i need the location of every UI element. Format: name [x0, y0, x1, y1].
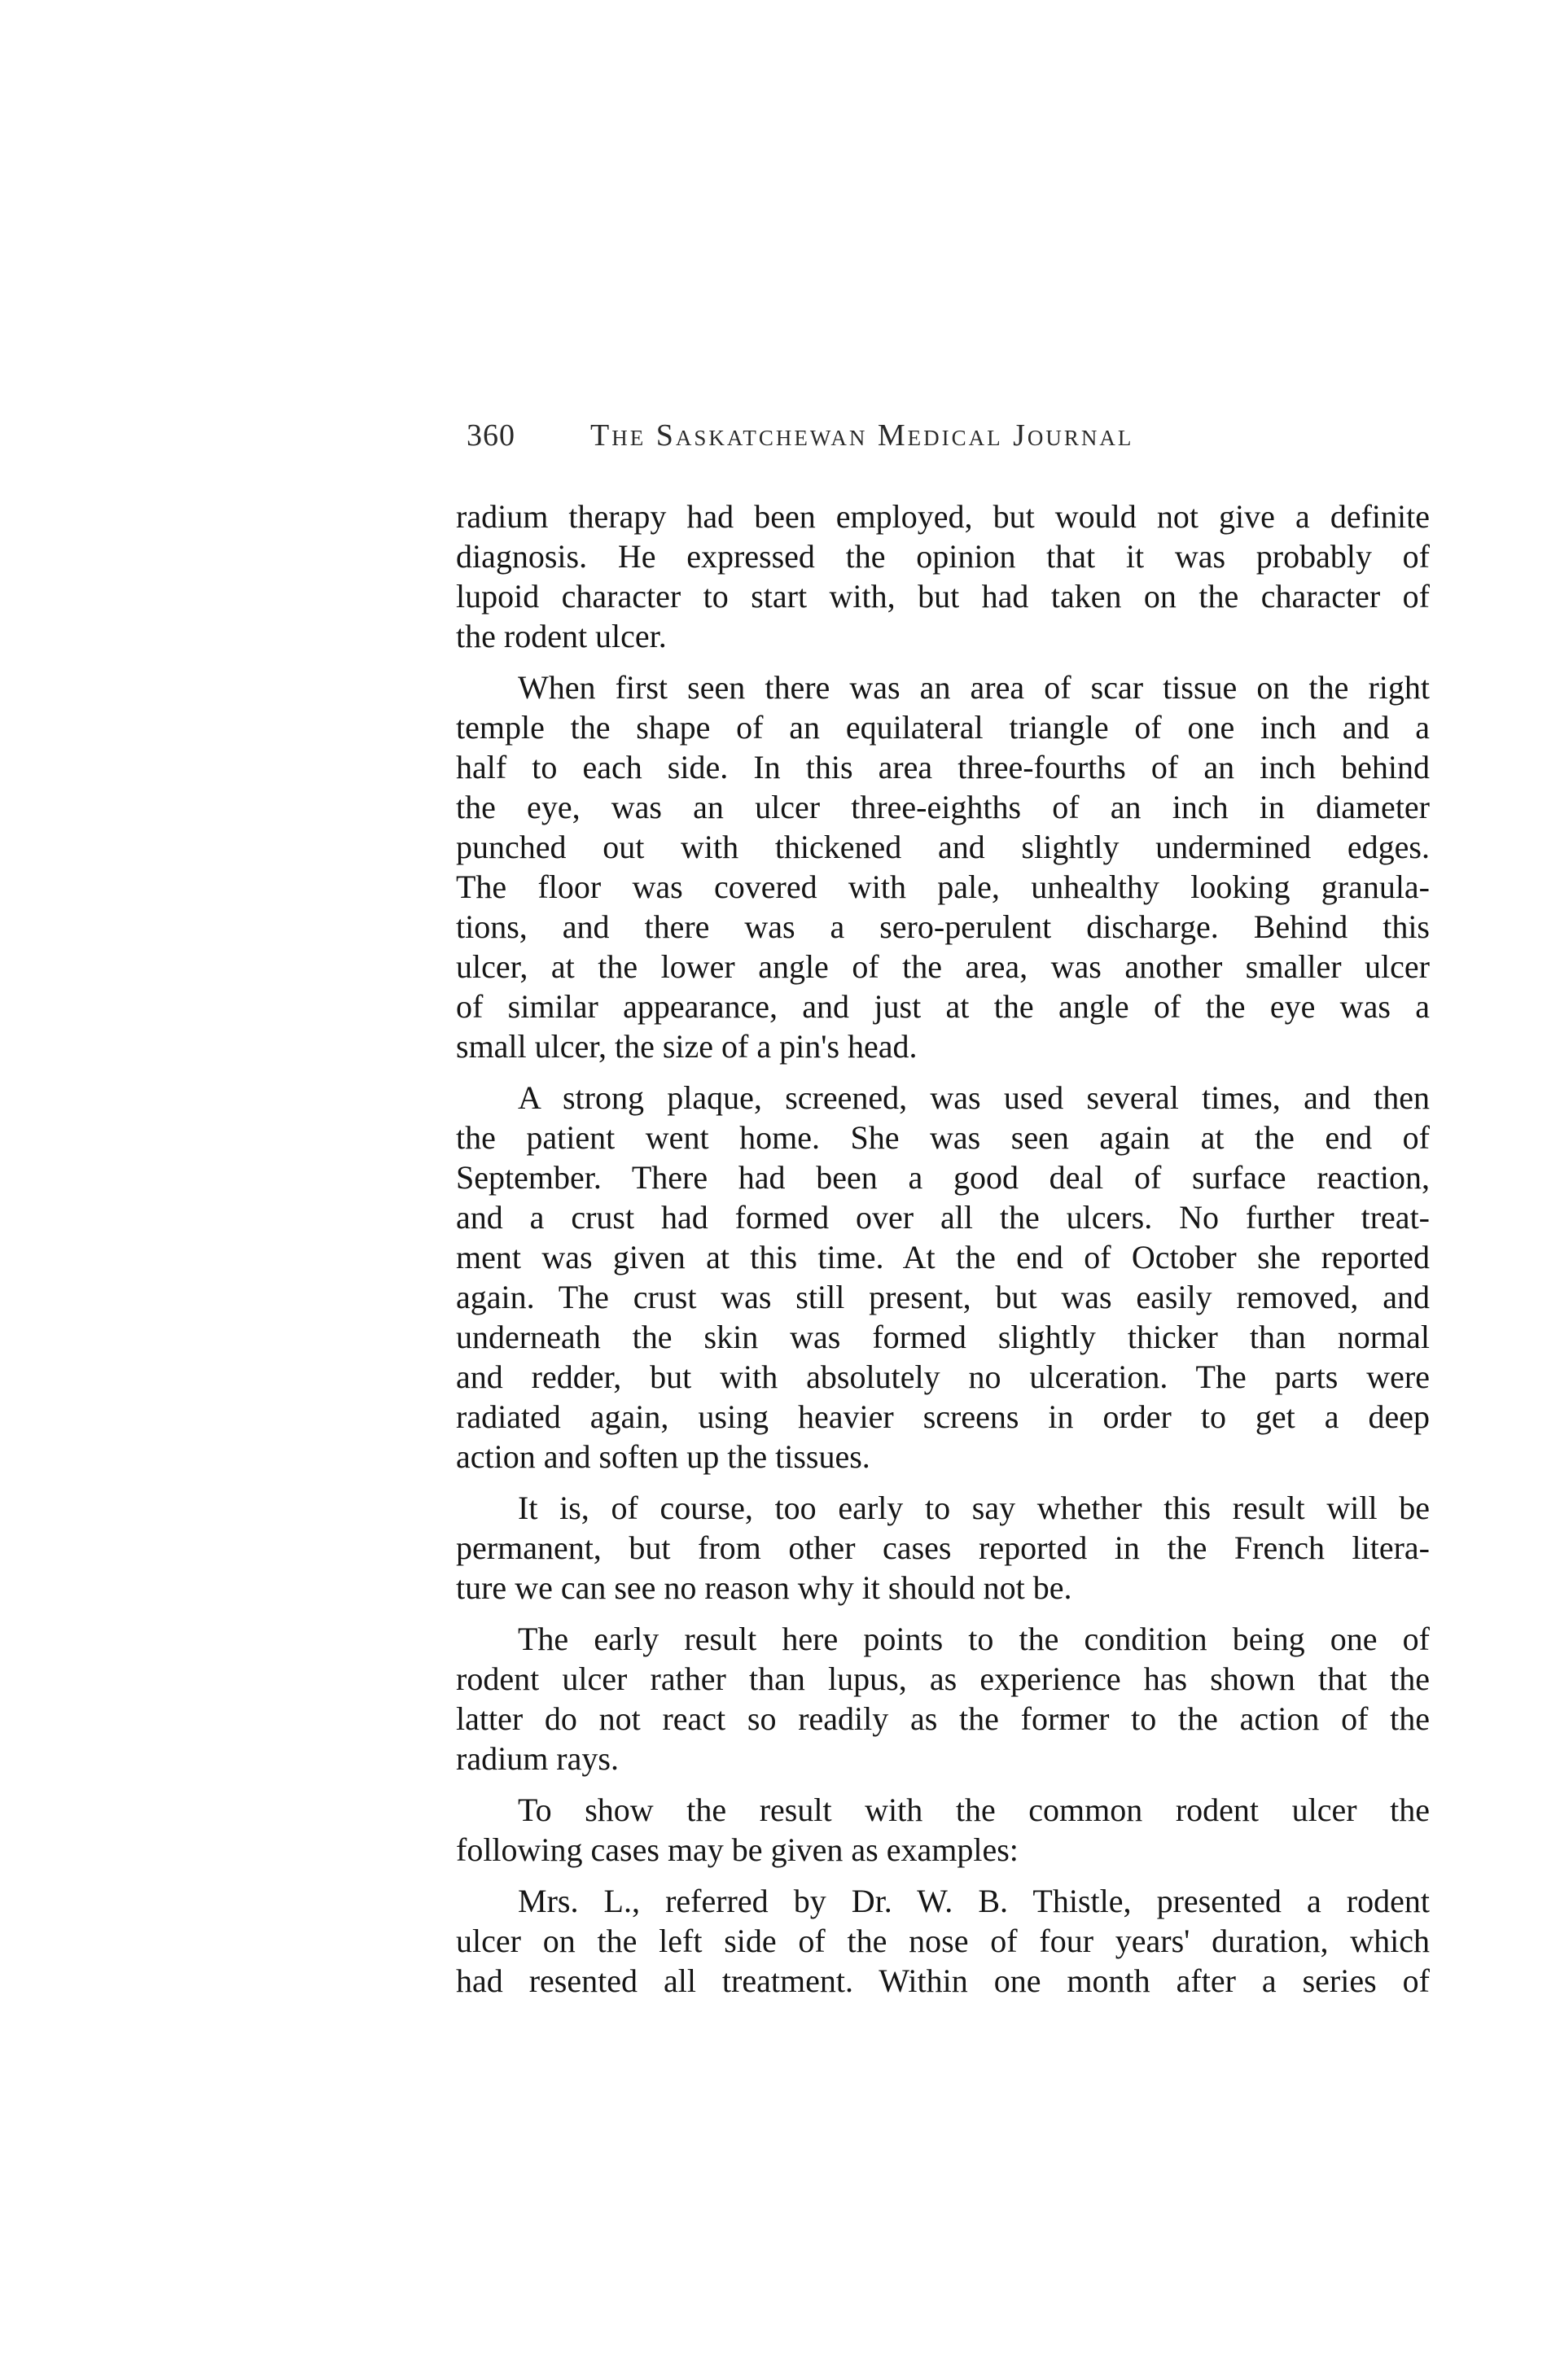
text-line: underneath the skin was formed slightly thicker than normal: [456, 1319, 1430, 1355]
text-line: had resented all treatment. Within one month after a series of: [456, 1962, 1430, 1999]
text-line: ulcer on the left side of the nose of four years' duration, which: [456, 1923, 1430, 1959]
paragraph: [456, 497, 1430, 656]
article-body: [456, 497, 1430, 2001]
text-line: radium rays.: [456, 1740, 619, 1777]
text-line: To show the result with the common rodent ulcer the: [518, 1792, 1430, 1828]
text-line: The floor was covered with pale, unhealthy looking granula-: [456, 868, 1430, 905]
text-line: rodent ulcer rather than lupus, as experience has shown that the: [456, 1660, 1430, 1697]
text-line: the rodent ulcer.: [456, 618, 667, 654]
text-line: tions, and there was a sero-perulent discharge. Behind this: [456, 908, 1430, 945]
text-line: It is, of course, too early to say whether this result will be: [518, 1490, 1430, 1526]
text-line: and redder, but with absolutely no ulceration. The parts were: [456, 1358, 1430, 1395]
text-line: and a crust had formed over all the ulcers. No further treat-: [456, 1199, 1430, 1236]
text-line: September. There had been a good deal of surface reaction,: [456, 1159, 1430, 1196]
paragraph: [456, 1488, 1430, 1608]
text-line: punched out with thickened and slightly undermined edges.: [456, 829, 1430, 865]
text-line: Mrs. L., referred by Dr. W. B. Thistle, presented a rodent: [518, 1883, 1430, 1919]
paragraph: [456, 1790, 1430, 1870]
paragraph: [456, 1619, 1430, 1778]
paragraph: [456, 1078, 1430, 1477]
text-line: again. The crust was still present, but was easily removed, and: [456, 1279, 1430, 1315]
text-line: action and soften up the tissues.: [456, 1438, 870, 1475]
text-line: A strong plaque, screened, was used several times, and then: [518, 1079, 1430, 1116]
text-line: The early result here points to the condition being one of: [518, 1621, 1430, 1657]
running-head: [467, 418, 1427, 466]
text-line: radiated again, using heavier screens in order to get a deep: [456, 1398, 1430, 1435]
text-line: permanent, but from other cases reported in the French litera-: [456, 1529, 1430, 1566]
text-line: latter do not react so readily as the former to the action of the: [456, 1700, 1430, 1737]
text-line: of similar appearance, and just at the angle of the eye was a: [456, 988, 1430, 1025]
text-line: the eye, was an ulcer three-eighths of an inch in diameter: [456, 789, 1430, 825]
text-line: When first seen there was an area of scar tissue on the right: [518, 669, 1430, 706]
text-line: following cases may be given as examples:: [456, 1831, 1019, 1868]
text-line: the patient went home. She was seen again at the end of: [456, 1119, 1430, 1156]
text-line: half to each side. In this area three-fourths of an inch behind: [456, 749, 1430, 785]
text-line: lupoid character to start with, but had taken on the character of: [456, 578, 1430, 615]
text-line: diagnosis. He expressed the opinion that it was probably of: [456, 538, 1430, 575]
paragraph: [456, 1881, 1430, 2001]
text-line: small ulcer, the size of a pin's head.: [456, 1028, 918, 1065]
text-line: radium therapy had been employed, but would not give a definite: [456, 498, 1430, 535]
text-line: ulcer, at the lower angle of the area, was another smaller ulcer: [456, 948, 1430, 985]
paragraph: [456, 667, 1430, 1066]
page-number: 360: [467, 418, 515, 453]
journal-title: The Saskatchewan Medical Journal: [590, 418, 1134, 453]
text-line: temple the shape of an equilateral triangle of one inch and a: [456, 709, 1430, 746]
text-line: ment was given at this time. At the end of October she reported: [456, 1239, 1430, 1275]
text-line: ture we can see no reason why it should not be.: [456, 1569, 1072, 1606]
